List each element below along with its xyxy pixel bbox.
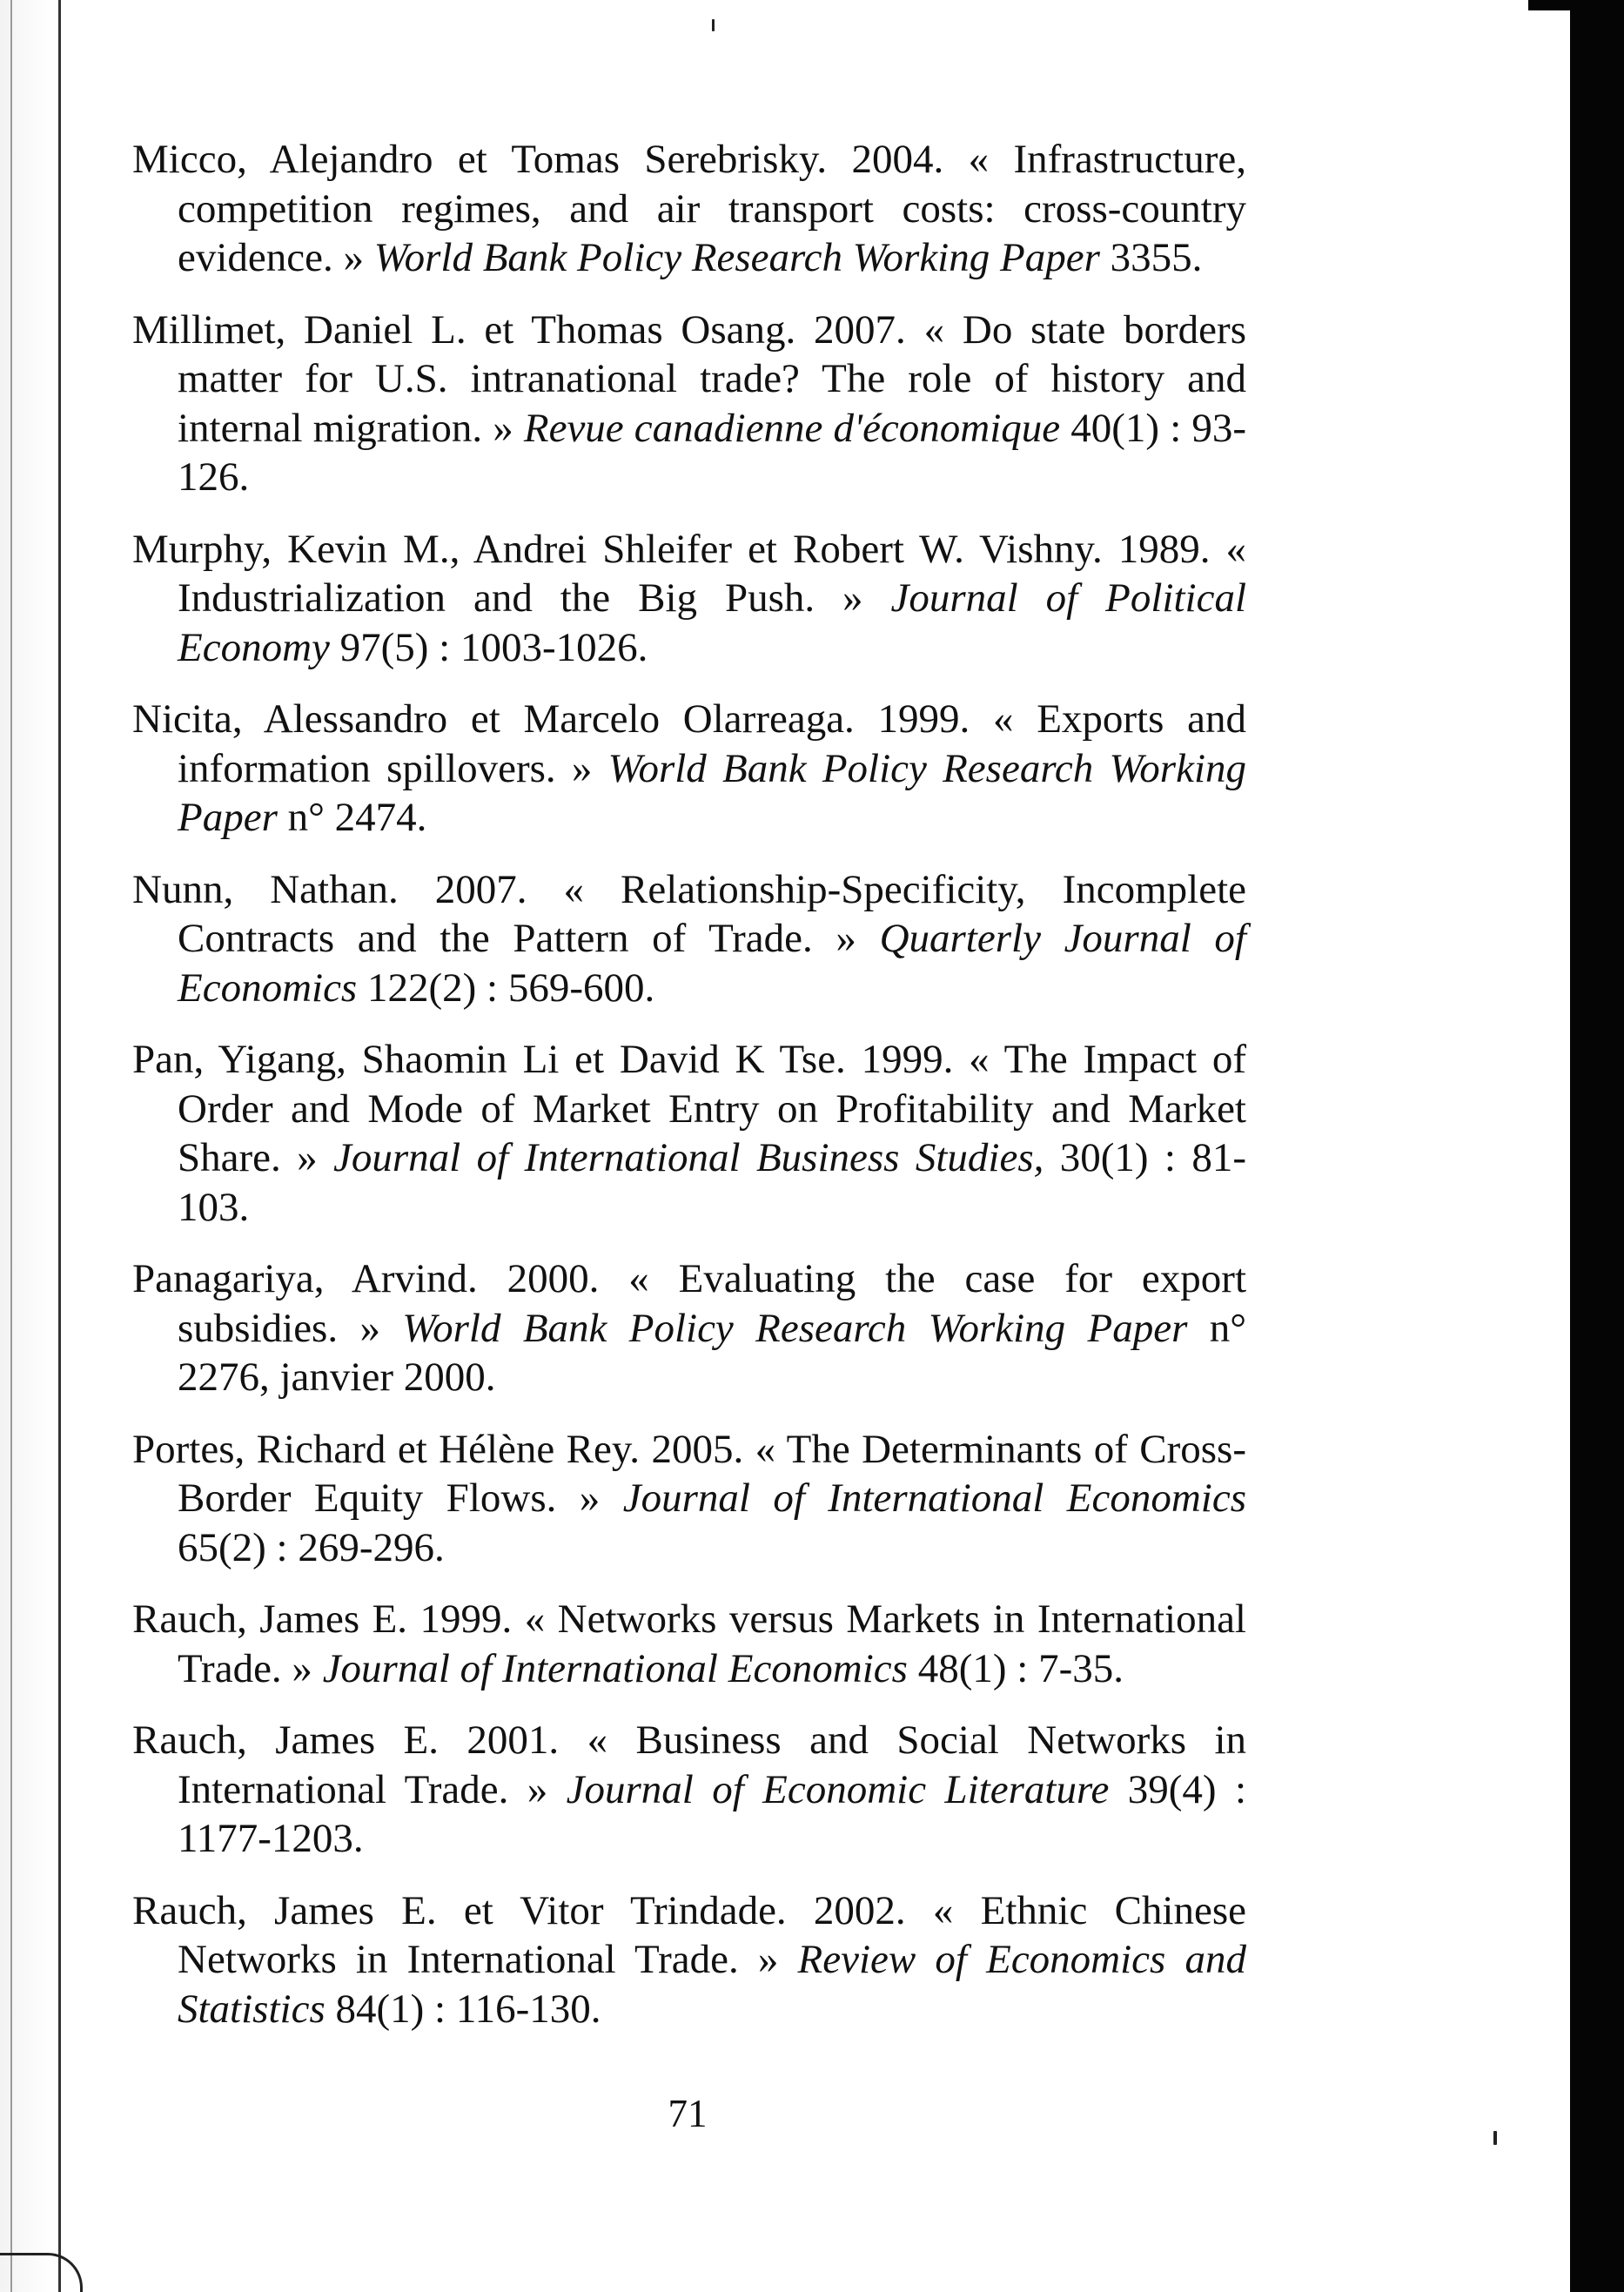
journal-title: Review of Economics and Statistics: [178, 1937, 1246, 2032]
scan-binding-edge: [0, 0, 61, 2292]
reference-details: 122(2) : 569-600.: [366, 965, 655, 1011]
reference-details: 39(4) : 1177-1203.: [178, 1766, 1246, 1861]
reference-details: 40(1) : 93-126.: [178, 405, 1247, 500]
reference-text: Micco, Alejandro et Tomas Serebrisky. 2004. « Infrastructure, competition regimes, and air transport costs: cross-country evidence. »: [132, 137, 1246, 280]
reference-text: Murphy, Kevin M., Andrei Shleifer et Robert W. Vishny. 1989. « Industrialization and the Big Push. »: [132, 526, 1246, 621]
reference-entry: [132, 1035, 1246, 1232]
reference-entry: [132, 1595, 1246, 1693]
reference-details: 97(5) : 1003-1026.: [339, 624, 648, 670]
reference-entry: [132, 525, 1246, 673]
reference-text: Panagariya, Arvind. 2000. « Evaluating the case for export subsidies. »: [132, 1256, 1246, 1351]
reference-entry: [132, 306, 1246, 502]
reference-details: 3355.: [1110, 235, 1203, 280]
reference-entry: [132, 1425, 1246, 1573]
journal-title: Journal of International Economics: [622, 1475, 1246, 1521]
journal-title: Journal of Political Economy: [178, 575, 1246, 670]
page-curl: [0, 2253, 83, 2292]
reference-details: 30(1) : 81-103.: [178, 1135, 1247, 1230]
reference-details: n° 2474.: [287, 795, 427, 840]
reference-entry: [132, 1254, 1246, 1402]
journal-title: Revue canadienne d'économique: [523, 405, 1061, 451]
journal-title: World Bank Policy Research Working Paper: [178, 745, 1246, 840]
journal-title: Quarterly Journal of Economics: [178, 916, 1246, 1011]
binding-line: [10, 0, 12, 2292]
reference-details: 48(1) : 7-35.: [917, 1645, 1124, 1691]
reference-text: Pan, Yigang, Shaomin Li et David K Tse. 1999. « The Impact of Order and Mode of Market Entry on Profitability and Market Share. »: [132, 1037, 1246, 1180]
reference-details: 65(2) : 269-296.: [178, 1524, 445, 1570]
journal-title: World Bank Policy Research Working Paper: [373, 235, 1100, 280]
reference-text: Rauch, James E. et Vitor Trindade. 2002. « Ethnic Chinese Networks in International Trade. »: [132, 1887, 1246, 1982]
scan-speck: [1493, 2131, 1497, 2145]
reference-details: n° 2276, janvier 2000.: [178, 1305, 1246, 1400]
reference-text: Nicita, Alessandro et Marcelo Olarreaga. 1999. « Exports and information spillovers. »: [132, 696, 1246, 791]
scan-dark-edge-top: [1528, 0, 1624, 10]
page-number: 71: [668, 2092, 708, 2135]
journal-title: Journal of Economic Literature: [566, 1766, 1110, 1812]
reference-text: Rauch, James E. 1999. « Networks versus Markets in International Trade. »: [132, 1596, 1246, 1691]
reference-text: Nunn, Nathan. 2007. « Relationship-Specificity, Incomplete Contracts and the Pattern of Trade. »: [132, 866, 1246, 961]
reference-entry: [132, 1886, 1246, 2034]
journal-title: World Bank Policy Research Working Paper: [402, 1305, 1188, 1351]
reference-text: Millimet, Daniel L. et Thomas Osang. 2007. « Do state borders matter for U.S. intranational trade? The role of history and internal migration. »: [132, 306, 1246, 451]
scan-dark-edge: [1570, 0, 1624, 2292]
journal-title: Journal of International Business Studies,: [333, 1135, 1044, 1180]
reference-entry: [132, 1716, 1246, 1864]
reference-text: Rauch, James E. 2001. « Business and Social Networks in International Trade. »: [132, 1717, 1246, 1812]
scan-speck: [712, 19, 715, 31]
journal-title: Journal of International Economics: [322, 1645, 908, 1691]
reference-details: 84(1) : 116-130.: [335, 1986, 601, 2032]
reference-text: Portes, Richard et Hélène Rey. 2005. « The Determinants of Cross-Border Equity Flows. »: [132, 1426, 1246, 1521]
reference-entry: [132, 135, 1246, 283]
reference-entry: [132, 865, 1246, 1013]
reference-list: [132, 135, 1246, 2056]
reference-entry: [132, 695, 1246, 843]
